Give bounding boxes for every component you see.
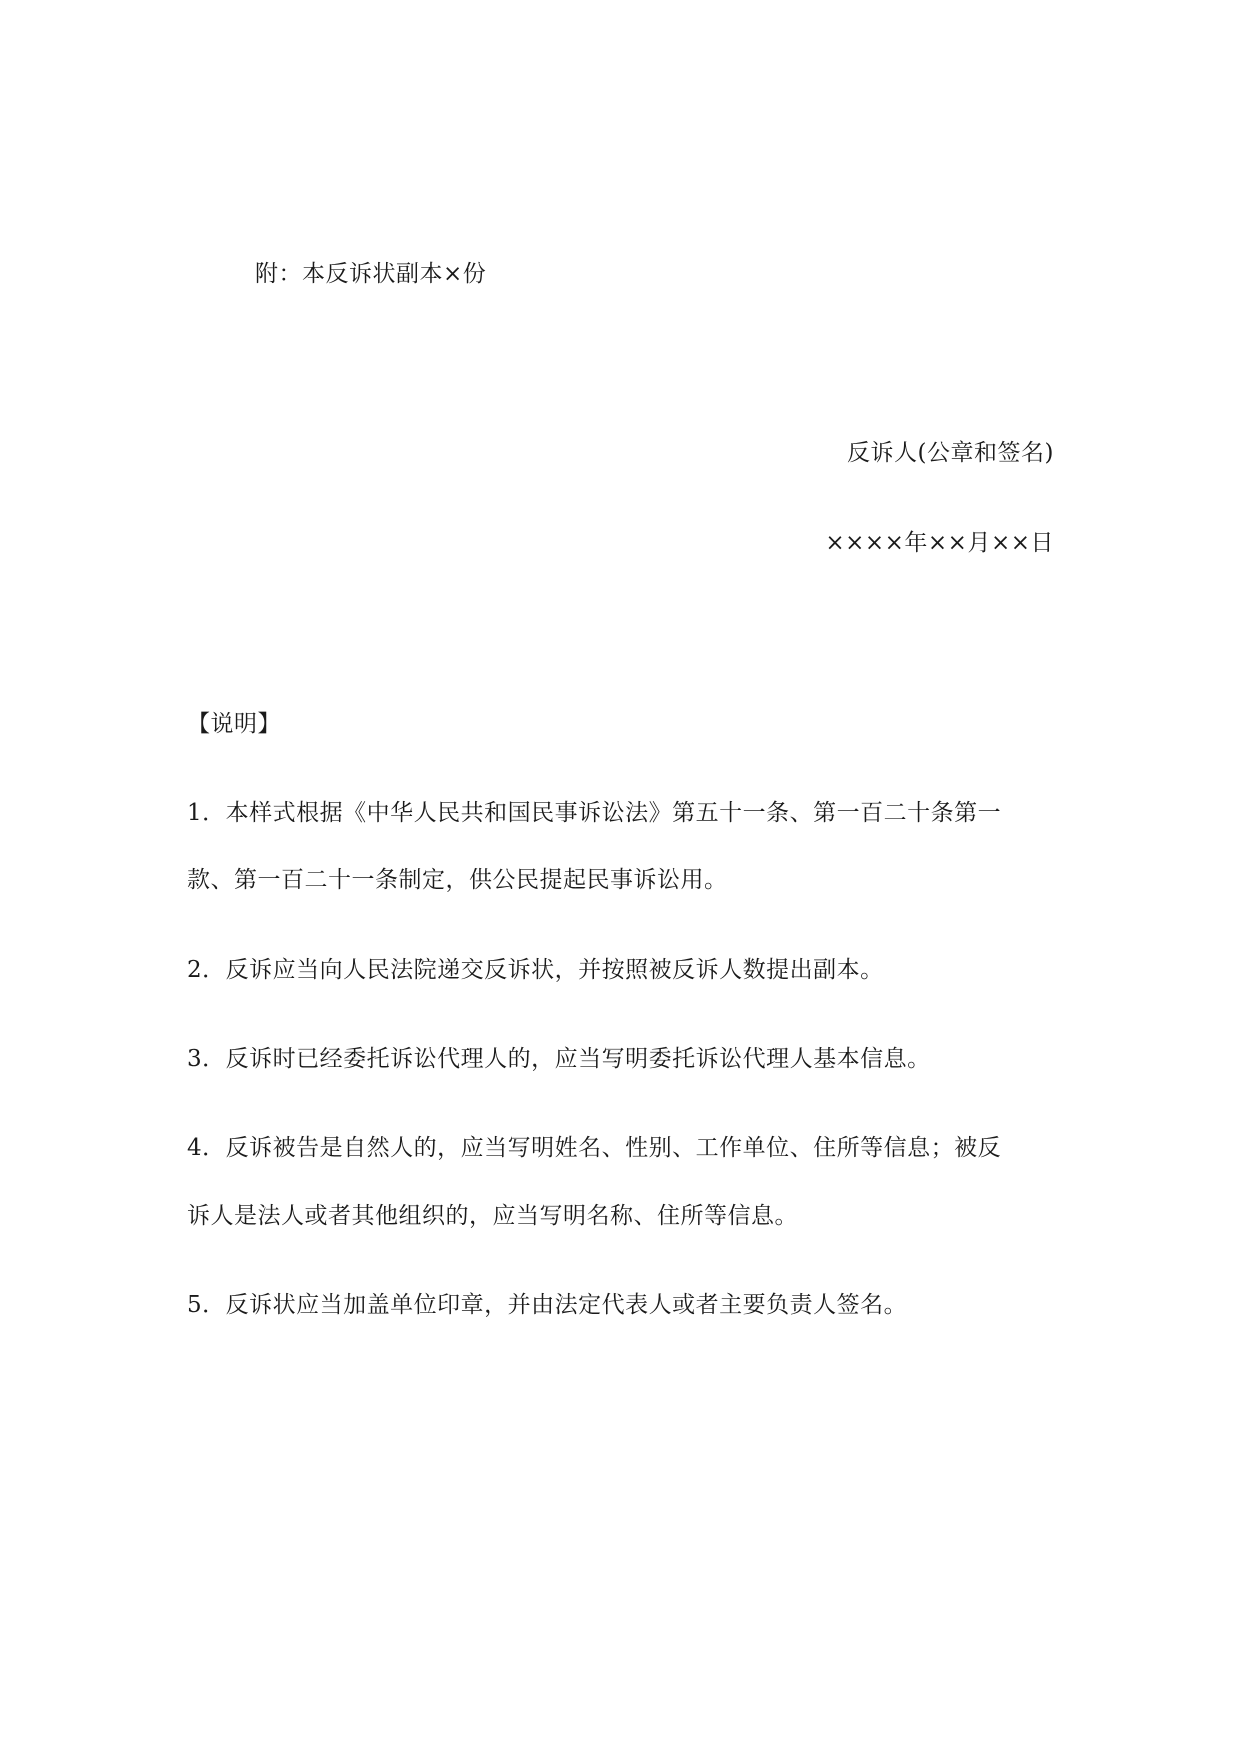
signature-line: 反诉人(公章和签名) bbox=[847, 440, 1054, 466]
attachment-line: 附：本反诉状副本×份 bbox=[255, 261, 487, 287]
note-1-line-2: 款、第一百二十一条制定，供公民提起民事诉讼用。 bbox=[187, 867, 728, 893]
note-1-line-1: 1．本样式根据《中华人民共和国民事诉讼法》第五十一条、第一百二十条第一 bbox=[187, 800, 1002, 826]
note-4-line-2: 诉人是法人或者其他组织的，应当写明名称、住所等信息。 bbox=[187, 1203, 798, 1229]
note-3-line-1: 3．反诉时已经委托诉讼代理人的，应当写明委托诉讼代理人基本信息。 bbox=[187, 1046, 931, 1072]
note-2-line-1: 2．反诉应当向人民法院递交反诉状，并按照被反诉人数提出副本。 bbox=[187, 957, 884, 983]
note-4-line-1: 4．反诉被告是自然人的，应当写明姓名、性别、工作单位、住所等信息；被反 bbox=[187, 1135, 1002, 1161]
note-5-line-1: 5．反诉状应当加盖单位印章，并由法定代表人或者主要负责人签名。 bbox=[187, 1292, 908, 1318]
notes-heading: 【说明】 bbox=[187, 711, 281, 737]
date-line: ××××年××月××日 bbox=[825, 530, 1054, 556]
